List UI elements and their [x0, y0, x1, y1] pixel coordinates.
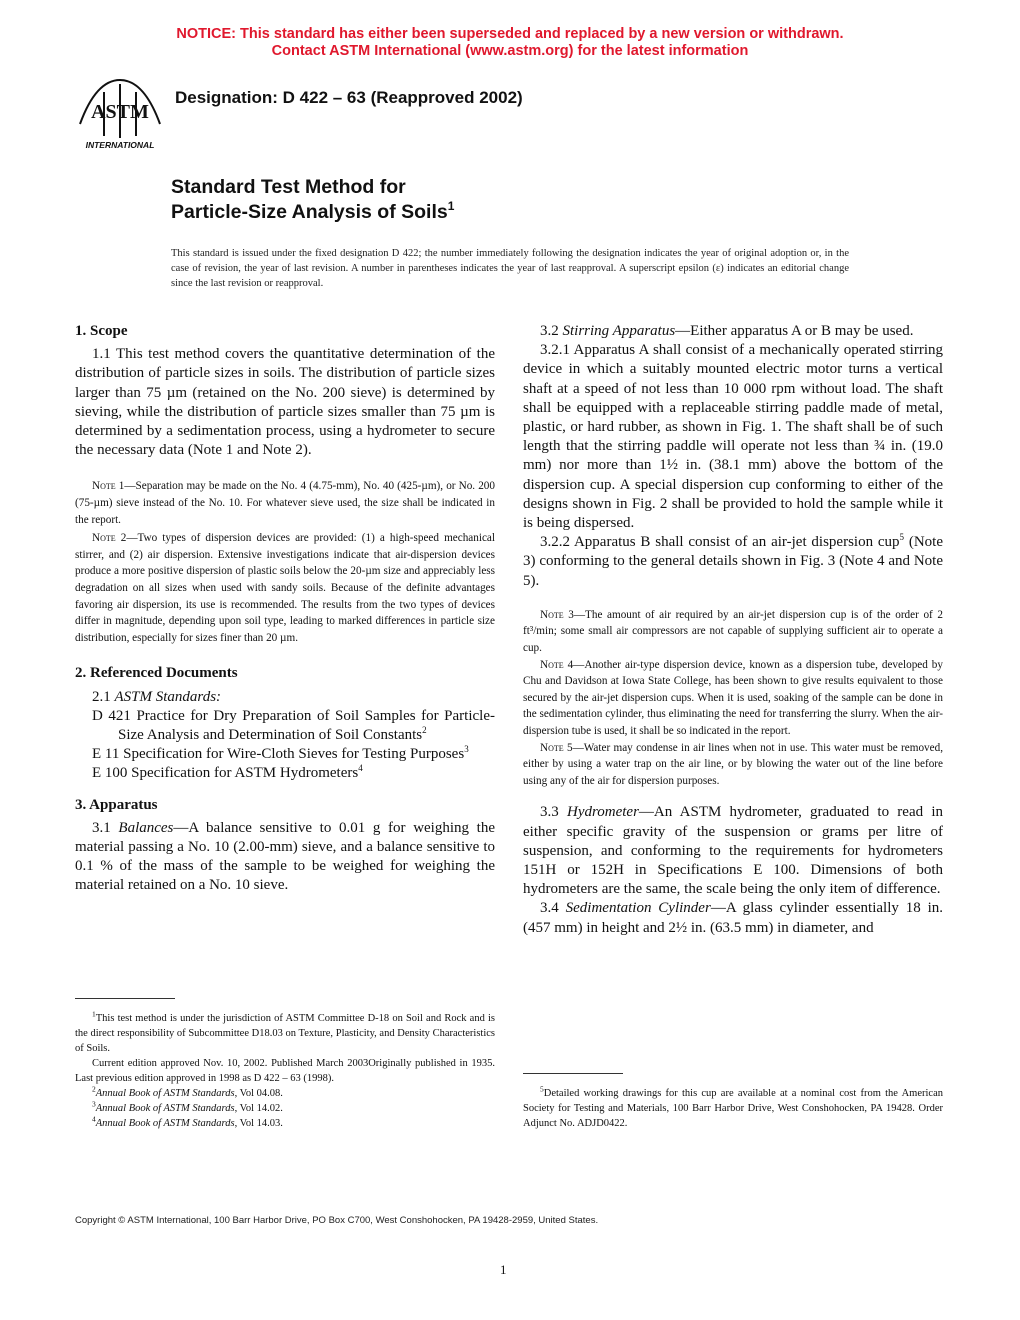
left-footnotes [75, 998, 495, 1131]
reference-e100: E 100 Specification for ASTM Hydrometers$^4$ [92, 763, 363, 782]
note-1: Note 1—Separation may be made on the No. 4 (4.75-mm), No. 40 (425-µm), or No. 200 (75-µm) sieve instead of the No. 10. For whatever sieve used, the size shall be indicated in the report. [75, 480, 495, 526]
section-1-heading: 1. Scope [75, 323, 128, 339]
section-3-heading: 3. Apparatus [75, 796, 158, 813]
right-footnotes [523, 1073, 943, 1131]
note-4: Note 4—Another air-type dispersion device, known as a dispersion tube, developed by Chu and Davidson at Iowa State College, has been shown to give results equivalent to those secured by the air-jet dispersion cups. When it is used, soaking of the sample can be done in the sedimentation cylinder, thus eliminating the need for transferring the slurry. When the air-dispersion tube is used, it shall be so indicated in the report. [523, 658, 943, 737]
copyright: Copyright © ASTM International, 100 Barr Harbor Drive, PO Box C700, West Conshohocken, PA 19428-2959, United States. [75, 1215, 599, 1226]
reference-d421: D 421 Practice for Dry Preparation of Soil Samples for Particle-Size Analysis and Determination of Soil Constants$^2$ [92, 707, 495, 743]
note-2: Note 2—Two types of dispersion devices are provided: (1) a high-speed mechanical stirrer, and (2) air dispersion. Extensive investigations indicate that air-dispersion devices produce a more positive dispersion of plastic soils below the 20-µm size and appreciably less degradation on all sizes when used with sandy soils. Because of the definite advantages favoring air dispersion, its use is recommended. The results from the two types of devices differ in magnitude, depending upon soil type, leading to marked differences in particle size distribution, especially for sizes finer than 20 µm. [75, 532, 495, 644]
reference-e11: E 11 Specification for Wire-Cloth Sieves for Testing Purposes$^3$ [92, 744, 469, 763]
left-column [75, 322, 495, 896]
section-2-heading: 2. Referenced Documents [75, 665, 238, 682]
footnote-2: $^2$Annual Book of ASTM Standards, Vol 04.08. [92, 1084, 283, 1099]
footnote-5: $^5$Detailed working drawings for this cup are available at a nominal cost from the American Society for Testing and Materials, 100 Barr Harbor Drive, West Conshohocken, PA 19428. Order Adjunct No. ADJD0422. [523, 1084, 943, 1129]
logo-subtext: INTERNATIONAL [85, 140, 155, 150]
footnote-rule [75, 998, 175, 999]
section-3-1: 3.1 Balances—A balance sensitive to 0.01 g for weighing the material passing a No. 10 (2.00-mm) sieve, and a balance sensitive to 0.1 % of the mass of the sample to be weighed for weighing the material retained on a No. 10 sieve. [75, 819, 495, 894]
note-2-label: Note 2 [92, 532, 127, 545]
footnote-1b: Current edition approved Nov. 10, 2002. Published March 2003Originally published in 1935. Last previous edition approved in 1998 as D 422 – 63 (1998). [75, 1058, 495, 1084]
right-column [523, 322, 943, 938]
notice-banner [0, 26, 1020, 60]
title-line-1: Standard Test Method for [171, 176, 406, 198]
title-line-2: Particle-Size Analysis of Soils [171, 201, 448, 223]
footnote-4: $^4$Annual Book of ASTM Standards, Vol 14.03. [92, 1114, 283, 1129]
section-3-2-1: 3.2.1 Apparatus A shall consist of a mechanically operated stirring device in which a suitably mounted electric motor turns a vertical shaft at a speed of not less than 10 000 rpm without load. The shaft shall be equipped with a replaceable stirring paddle made of metal, plastic, or hard rubber, as shown in Fig. 1. The shaft shall be of such length that the stirring paddle will operate not less than ¾ in. (19.0 mm) nor more than 1½ in. (38.1 mm) above the bottom of the dispersion cup. A special dispersion cup conforming to either of the designs shown in Fig. 2 shall be provided to hold the sample while it is being dispersed. [523, 342, 943, 532]
notice-line-1: NOTICE: This standard has either been superseded and replaced by a new version or withdrawn. [176, 26, 844, 42]
note-1-label: Note 1 [92, 480, 125, 493]
title-footnote-ref: 1 [447, 199, 455, 213]
section-2-1: 2.1 ASTM Standards: [92, 688, 222, 705]
section-3-2-2: 3.2.2 Apparatus B shall consist of an air-jet dispersion cup$^5$ (Note 3) conforming to the general details shown in Fig. 3 (Note 4 and Note 5). [523, 532, 944, 589]
page-number: 1 [500, 1262, 507, 1277]
astm-logo [74, 74, 166, 152]
note-5: Note 5—Water may condense in air lines when not in use. This water must be removed, either by using a water trap on the air line, or by blowing the water out of the line before using any of the air for dispersion purposes. [523, 741, 943, 787]
section-3-2: 3.2 Stirring Apparatus—Either apparatus A or B may be used. [540, 323, 914, 339]
footnote-rule-right [523, 1073, 623, 1074]
note-3: Note 3—The amount of air required by an air-jet dispersion cup is of the order of 2 ft³/min; some small air compressors are not capable of supplying sufficient air to operate a cup. [523, 608, 943, 655]
section-3-4: 3.4 Sedimentation Cylinder—A glass cylinder essentially 18 in. (457 mm) in height and 2½ in. (63.5 mm) in diameter, and [523, 900, 944, 936]
footnote-3: $^3$Annual Book of ASTM Standards, Vol 14.02. [92, 1099, 283, 1114]
logo-text: ASTM [91, 101, 149, 123]
issuance-statement: This standard is issued under the fixed designation D 422; the number immediately following the designation indicates the year of original adoption or, in the case of revision, the year of last revision. A number in parentheses indicates the year of last reapproval. A superscript epsilon (ε) indicates an editorial change since the last revision or reapproval. [171, 248, 849, 289]
notice-line-2: Contact ASTM International (www.astm.org) for the latest information [271, 43, 749, 59]
section-3-3: 3.3 Hydrometer—An ASTM hydrometer, graduated to read in either specific gravity of the suspension or grams per litre of suspension, and conforming to the requirements for hydrometers 151H or 152H in Specifications E 100. Dimensions of both hydrometers are the same, the scale being the only item of difference. [523, 804, 943, 898]
page-title [171, 175, 454, 225]
designation: Designation: D 422 – 63 (Reapproved 2002) [175, 88, 523, 107]
section-1-1: 1.1 This test method covers the quantitative determination of the distribution of particle sizes in soils. The distribution of particle sizes larger than 75 µm (retained on the No. 200 sieve) is determined by sieving, while the distribution of particle sizes smaller than 75 µm is determined by a sedimentation process, using a hydrometer to secure the necessary data (Note 1 and Note 2). [75, 346, 495, 459]
footnote-1: $^1$This test method is under the jurisdiction of ASTM Committee D-18 on Soil and Rock and is the direct responsibility of Subcommittee D18.03 on Texture, Plasticity, and Density Characteristics of Soils. [75, 1009, 495, 1054]
